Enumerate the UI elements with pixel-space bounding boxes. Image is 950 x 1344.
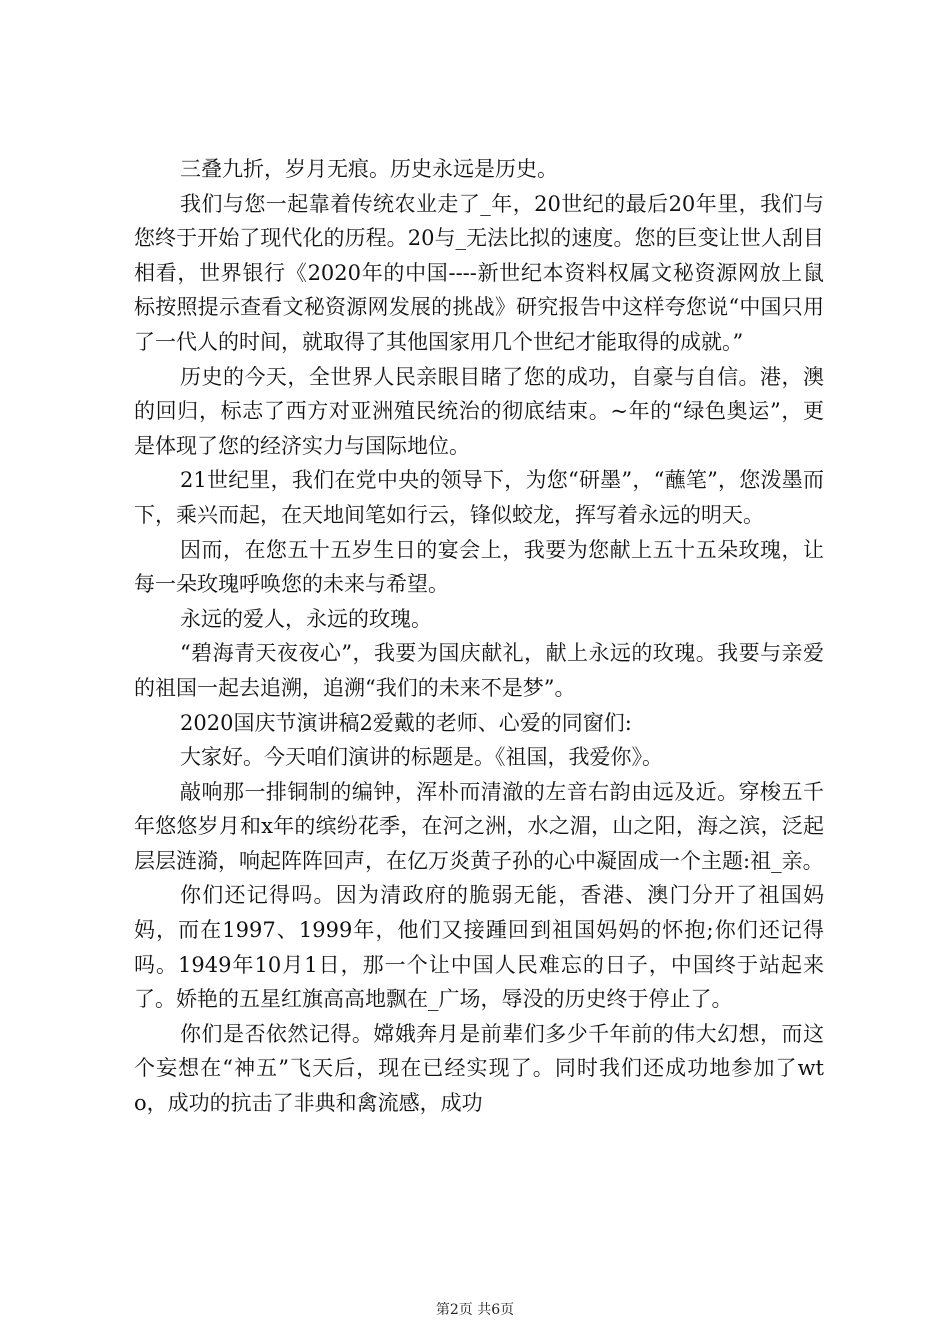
- document-body: [134, 152, 824, 1121]
- paragraph: 你们是否依然记得。嫦娥奔月是前辈们多少千年前的伟大幻想，而这个妄想在“神五”飞天后，现在已经实现了。同时我们还成功地参加了wto，成功的抗击了非典和禽流感，成功: [134, 1021, 824, 1116]
- paragraph: “碧海青天夜夜心”，我要为国庆献礼，献上永远的玫瑰。我要与亲爱的祖国一起去追溯，追溯“我们的未来不是梦”。: [134, 641, 824, 700]
- paragraph: 你们还记得吗。因为清政府的脆弱无能，香港、澳门分开了祖国妈妈，而在1997、1999年，他们又接踵回到祖国妈妈的怀抱;你们还记得吗。1949年10月1日，那一个让中国人民难忘的日子，中国终于站起来了。娇艳的五星红旗高高地飘在_广场，辱没的历史终于停止了。: [134, 883, 824, 1012]
- paragraph: 永远的爱人，永远的玫瑰。: [180, 606, 432, 631]
- paragraph: 三叠九折，岁月无痕。历史永远是历史。: [180, 157, 558, 181]
- paragraph: 敲响那一排铜制的编钟，浑朴而清澈的左音右韵由远及近。穿梭五千年悠悠岁月和x年的缤纷花季，在河之洲，水之湄，山之阳，海之滨，泛起层层涟漪，响起阵阵回声，在亿万炎黄子孙的心中凝固成一个主题:祖_亲。: [134, 779, 824, 873]
- paragraph: 因而，在您五十五岁生日的宴会上，我要为您献上五十五朵玫瑰，让每一朵玫瑰呼唤您的未来与希望。: [134, 537, 824, 597]
- paragraph: 我们与您一起靠着传统农业走了_年，20世纪的最后20年里，我们与您终于开始了现代化的历程。20与_无法比拟的速度。您的巨变让世人刮目相看，世界银行《2020年的中国----新世纪本资料权属文秘资源网放上鼠标按照提示查看文秘资源网发展的挑战》研究报告中这样夸您说“中国只用了一代人的时间，就取得了其他国家用几个世纪才能取得的成就。”: [134, 191, 824, 354]
- paragraph: 21世纪里，我们在党中央的领导下，为您“研墨”，“蘸笔”，您泼墨而下，乘兴而起，在天地间笔如行云，锋似蛟龙，挥写着永远的明天。: [134, 468, 824, 527]
- paragraph: 2020国庆节演讲稿2爱戴的老师、心爱的同窗们:: [180, 710, 632, 735]
- paragraph: 历史的今天，全世界人民亲眼目睹了您的成功，自豪与自信。港，澳的回归，标志了西方对亚洲殖民统治的彻底结束。~年的“绿色奥运”，更是体现了您的经济实力与国际地位。: [134, 364, 824, 458]
- page-number: 第2页 共6页: [435, 1302, 515, 1318]
- page-footer: [0, 1300, 950, 1320]
- paragraph: 大家好。今天咱们演讲的标题是。《祖国，我爱你》。: [180, 745, 663, 770]
